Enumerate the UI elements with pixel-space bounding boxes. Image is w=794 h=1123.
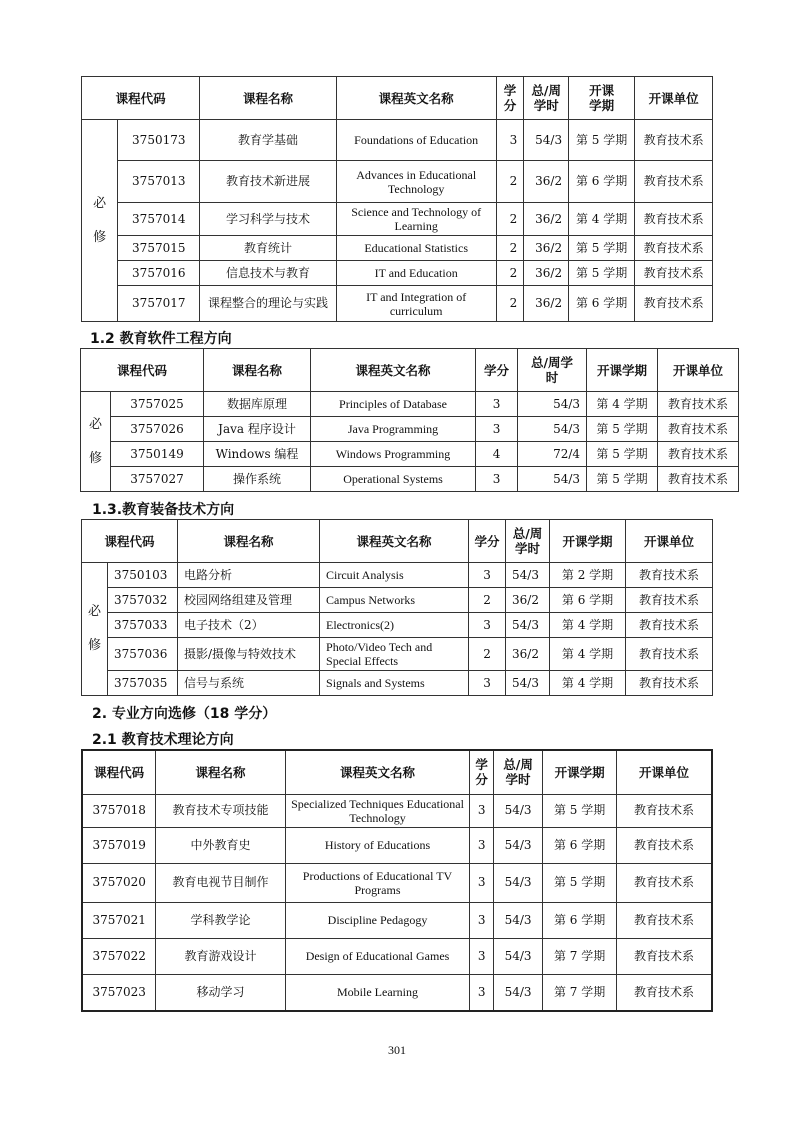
required-label: 必 修: [82, 120, 118, 322]
course-code: 3757036: [108, 638, 178, 671]
course-english: Productions of Educational TV Programs: [285, 863, 470, 902]
course-english: Operational Systems: [311, 467, 476, 492]
course-credit: 3: [469, 671, 506, 696]
course-english: Windows Programming: [311, 442, 476, 467]
course-code: 3757019: [82, 827, 156, 863]
course-credit: 2: [496, 161, 524, 203]
course-name: 电子技术（2）: [178, 613, 320, 638]
course-credit: 3: [470, 794, 494, 827]
table-header-row: [82, 750, 712, 794]
table-header-row: [82, 77, 713, 120]
section-heading-software: 1.2 教育软件工程方向: [90, 331, 232, 347]
course-english: Design of Educational Games: [285, 938, 470, 974]
header-credit: 学分: [469, 520, 506, 563]
table-row: [82, 261, 713, 286]
course-unit: 教育技术系: [635, 120, 713, 161]
course-english: Mobile Learning: [285, 974, 470, 1011]
course-hours: 36/2: [524, 286, 569, 322]
course-code: 3757015: [118, 236, 200, 261]
course-term: 第 6 学期: [543, 827, 617, 863]
table-row: [82, 827, 712, 863]
course-code: 3750103: [108, 563, 178, 588]
course-table-software: [80, 348, 739, 492]
course-unit: 教育技术系: [626, 563, 713, 588]
course-term: 第 4 学期: [550, 638, 626, 671]
course-credit: 3: [476, 392, 518, 417]
table-header-row: [81, 349, 739, 392]
course-hours: 54/3: [493, 902, 542, 938]
course-credit: 2: [469, 638, 506, 671]
course-code: 3757014: [118, 203, 200, 236]
header-term: 开课学期: [543, 750, 617, 794]
course-hours: 36/2: [524, 203, 569, 236]
course-credit: 3: [470, 863, 494, 902]
table-row: [81, 392, 739, 417]
table-row: [81, 417, 739, 442]
course-term: 第 5 学期: [569, 120, 635, 161]
course-code: 3757035: [108, 671, 178, 696]
course-hours: 54/3: [493, 863, 542, 902]
header-code: 课程代码: [82, 520, 178, 563]
course-english: Campus Networks: [320, 588, 469, 613]
course-credit: 3: [470, 827, 494, 863]
required-label: 必 修: [81, 392, 111, 492]
course-hours: 54/3: [493, 827, 542, 863]
course-term: 第 5 学期: [569, 236, 635, 261]
course-unit: 教育技术系: [617, 827, 712, 863]
course-table-theory-electives: [81, 749, 713, 1012]
course-hours: 54/3: [506, 613, 550, 638]
course-credit: 3: [469, 563, 506, 588]
header-hours: 总/周 学时: [493, 750, 542, 794]
course-english: Java Programming: [311, 417, 476, 442]
course-unit: 教育技术系: [635, 261, 713, 286]
course-name: 课程整合的理论与实践: [200, 286, 336, 322]
course-term: 第 5 学期: [543, 863, 617, 902]
table-row: [82, 902, 712, 938]
course-unit: 教育技术系: [635, 203, 713, 236]
course-hours: 36/2: [524, 261, 569, 286]
course-name: 教育电视节目制作: [156, 863, 285, 902]
course-term: 第 4 学期: [550, 613, 626, 638]
header-english: 课程英文名称: [320, 520, 469, 563]
header-code: 课程代码: [82, 77, 200, 120]
course-credit: 4: [476, 442, 518, 467]
course-code: 3757016: [118, 261, 200, 286]
course-term: 第 5 学期: [587, 442, 658, 467]
header-credit: 学分: [476, 349, 518, 392]
course-english: IT and Education: [336, 261, 496, 286]
course-hours: 54/3: [493, 938, 542, 974]
course-hours: 54/3: [518, 392, 587, 417]
table-row: [82, 203, 713, 236]
course-credit: 3: [470, 974, 494, 1011]
course-hours: 54/3: [493, 974, 542, 1011]
course-hours: 54/3: [518, 417, 587, 442]
course-code: 3757017: [118, 286, 200, 322]
course-code: 3757022: [82, 938, 156, 974]
course-english: Signals and Systems: [320, 671, 469, 696]
section-heading-theory: 2.1 教育技术理论方向: [92, 732, 234, 748]
course-unit: 教育技术系: [658, 467, 739, 492]
course-english: History of Educations: [285, 827, 470, 863]
course-code: 3757013: [118, 161, 200, 203]
header-name: 课程名称: [178, 520, 320, 563]
course-hours: 36/2: [506, 588, 550, 613]
table-row: [82, 236, 713, 261]
course-term: 第 5 学期: [587, 417, 658, 442]
course-unit: 教育技术系: [626, 671, 713, 696]
course-code: 3757026: [111, 417, 204, 442]
course-code: 3750149: [111, 442, 204, 467]
course-code: 3757021: [82, 902, 156, 938]
header-unit: 开课单位: [635, 77, 713, 120]
course-unit: 教育技术系: [635, 161, 713, 203]
course-name: 信息技术与教育: [200, 261, 336, 286]
course-unit: 教育技术系: [617, 902, 712, 938]
course-hours: 54/3: [506, 671, 550, 696]
course-name: 中外教育史: [156, 827, 285, 863]
course-english: Photo/Video Tech and Special Effects: [320, 638, 469, 671]
course-unit: 教育技术系: [617, 794, 712, 827]
course-unit: 教育技术系: [617, 938, 712, 974]
table-row: [82, 938, 712, 974]
course-unit: 教育技术系: [635, 236, 713, 261]
header-english: 课程英文名称: [285, 750, 470, 794]
course-english: Electronics(2): [320, 613, 469, 638]
course-name: 教育技术新进展: [200, 161, 336, 203]
course-credit: 3: [496, 120, 524, 161]
course-english: Discipline Pedagogy: [285, 902, 470, 938]
course-name: 教育统计: [200, 236, 336, 261]
table-row: [82, 120, 713, 161]
course-table-equipment: [81, 519, 713, 696]
required-label: 必 修: [82, 563, 108, 696]
course-code: 3757027: [111, 467, 204, 492]
course-code: 3757032: [108, 588, 178, 613]
course-hours: 72/4: [518, 442, 587, 467]
course-hours: 36/2: [524, 236, 569, 261]
header-code: 课程代码: [82, 750, 156, 794]
course-english: Educational Statistics: [336, 236, 496, 261]
course-credit: 3: [476, 417, 518, 442]
table-row: [82, 794, 712, 827]
course-name: 电路分析: [178, 563, 320, 588]
header-english: 课程英文名称: [311, 349, 476, 392]
header-hours: 总/周 学时: [506, 520, 550, 563]
course-english: Foundations of Education: [336, 120, 496, 161]
table-row: [82, 638, 713, 671]
course-code: 3750173: [118, 120, 200, 161]
course-unit: 教育技术系: [626, 588, 713, 613]
page-number: 301: [388, 1043, 406, 1057]
course-code: 3757018: [82, 794, 156, 827]
course-english: Advances in Educational Technology: [336, 161, 496, 203]
header-name: 课程名称: [200, 77, 336, 120]
course-credit: 2: [496, 261, 524, 286]
course-english: Specialized Techniques Educational Technology: [285, 794, 470, 827]
course-code: 3757023: [82, 974, 156, 1011]
course-name: 摄影/摄像与特效技术: [178, 638, 320, 671]
course-term: 第 5 学期: [569, 261, 635, 286]
course-term: 第 6 学期: [569, 161, 635, 203]
course-credit: 3: [470, 938, 494, 974]
course-name: 教育学基础: [200, 120, 336, 161]
course-english: Science and Technology of Learning: [336, 203, 496, 236]
table-row: [82, 671, 713, 696]
course-term: 第 5 学期: [587, 467, 658, 492]
course-term: 第 7 学期: [543, 974, 617, 1011]
course-unit: 教育技术系: [617, 974, 712, 1011]
course-code: 3757033: [108, 613, 178, 638]
course-unit: 教育技术系: [635, 286, 713, 322]
header-credit: 学 分: [496, 77, 524, 120]
course-credit: 2: [496, 286, 524, 322]
section-heading-equipment: 1.3.教育装备技术方向: [92, 502, 235, 518]
course-hours: 36/2: [524, 161, 569, 203]
table-row: [82, 588, 713, 613]
course-term: 第 4 学期: [569, 203, 635, 236]
course-name: 校园网络组建及管理: [178, 588, 320, 613]
course-name: 移动学习: [156, 974, 285, 1011]
course-term: 第 6 学期: [550, 588, 626, 613]
table-row: [81, 442, 739, 467]
course-name: 数据库原理: [204, 392, 311, 417]
course-name: 操作系统: [204, 467, 311, 492]
course-hours: 54/3: [524, 120, 569, 161]
course-name: Java 程序设计: [204, 417, 311, 442]
course-credit: 3: [469, 613, 506, 638]
course-term: 第 4 学期: [587, 392, 658, 417]
course-credit: 2: [496, 203, 524, 236]
course-credit: 2: [469, 588, 506, 613]
course-code: 3757025: [111, 392, 204, 417]
header-term: 开课 学期: [569, 77, 635, 120]
course-name: 教育游戏设计: [156, 938, 285, 974]
course-term: 第 6 学期: [543, 902, 617, 938]
header-unit: 开课单位: [626, 520, 713, 563]
course-table-required-theory: [81, 76, 713, 322]
header-hours: 总/周 学时: [524, 77, 569, 120]
header-name: 课程名称: [204, 349, 311, 392]
course-credit: 3: [470, 902, 494, 938]
course-english: Circuit Analysis: [320, 563, 469, 588]
course-hours: 54/3: [506, 563, 550, 588]
course-term: 第 5 学期: [543, 794, 617, 827]
header-hours: 总/周学 时: [518, 349, 587, 392]
course-term: 第 4 学期: [550, 671, 626, 696]
course-unit: 教育技术系: [617, 863, 712, 902]
course-name: 学习科学与技术: [200, 203, 336, 236]
table-row: [82, 863, 712, 902]
course-unit: 教育技术系: [626, 613, 713, 638]
course-name: 教育技术专项技能: [156, 794, 285, 827]
course-unit: 教育技术系: [658, 392, 739, 417]
header-english: 课程英文名称: [336, 77, 496, 120]
course-code: 3757020: [82, 863, 156, 902]
course-unit: 教育技术系: [626, 638, 713, 671]
table-row: [82, 563, 713, 588]
header-name: 课程名称: [156, 750, 285, 794]
course-hours: 54/3: [493, 794, 542, 827]
course-name: Windows 编程: [204, 442, 311, 467]
course-name: 信号与系统: [178, 671, 320, 696]
course-english: Principles of Database: [311, 392, 476, 417]
course-name: 学科教学论: [156, 902, 285, 938]
header-code: 课程代码: [81, 349, 204, 392]
header-credit: 学 分: [470, 750, 494, 794]
course-credit: 3: [476, 467, 518, 492]
course-term: 第 2 学期: [550, 563, 626, 588]
header-term: 开课学期: [587, 349, 658, 392]
section-heading-electives: 2. 专业方向选修（18 学分）: [92, 706, 277, 722]
table-row: [82, 161, 713, 203]
table-row: [81, 467, 739, 492]
table-row: [82, 613, 713, 638]
table-row: [82, 974, 712, 1011]
header-term: 开课学期: [550, 520, 626, 563]
course-credit: 2: [496, 236, 524, 261]
course-unit: 教育技术系: [658, 442, 739, 467]
course-unit: 教育技术系: [658, 417, 739, 442]
course-english: IT and Integration of curriculum: [336, 286, 496, 322]
course-hours: 36/2: [506, 638, 550, 671]
table-header-row: [82, 520, 713, 563]
table-row: [82, 286, 713, 322]
course-term: 第 7 学期: [543, 938, 617, 974]
course-hours: 54/3: [518, 467, 587, 492]
header-unit: 开课单位: [617, 750, 712, 794]
header-unit: 开课单位: [658, 349, 739, 392]
course-term: 第 6 学期: [569, 286, 635, 322]
